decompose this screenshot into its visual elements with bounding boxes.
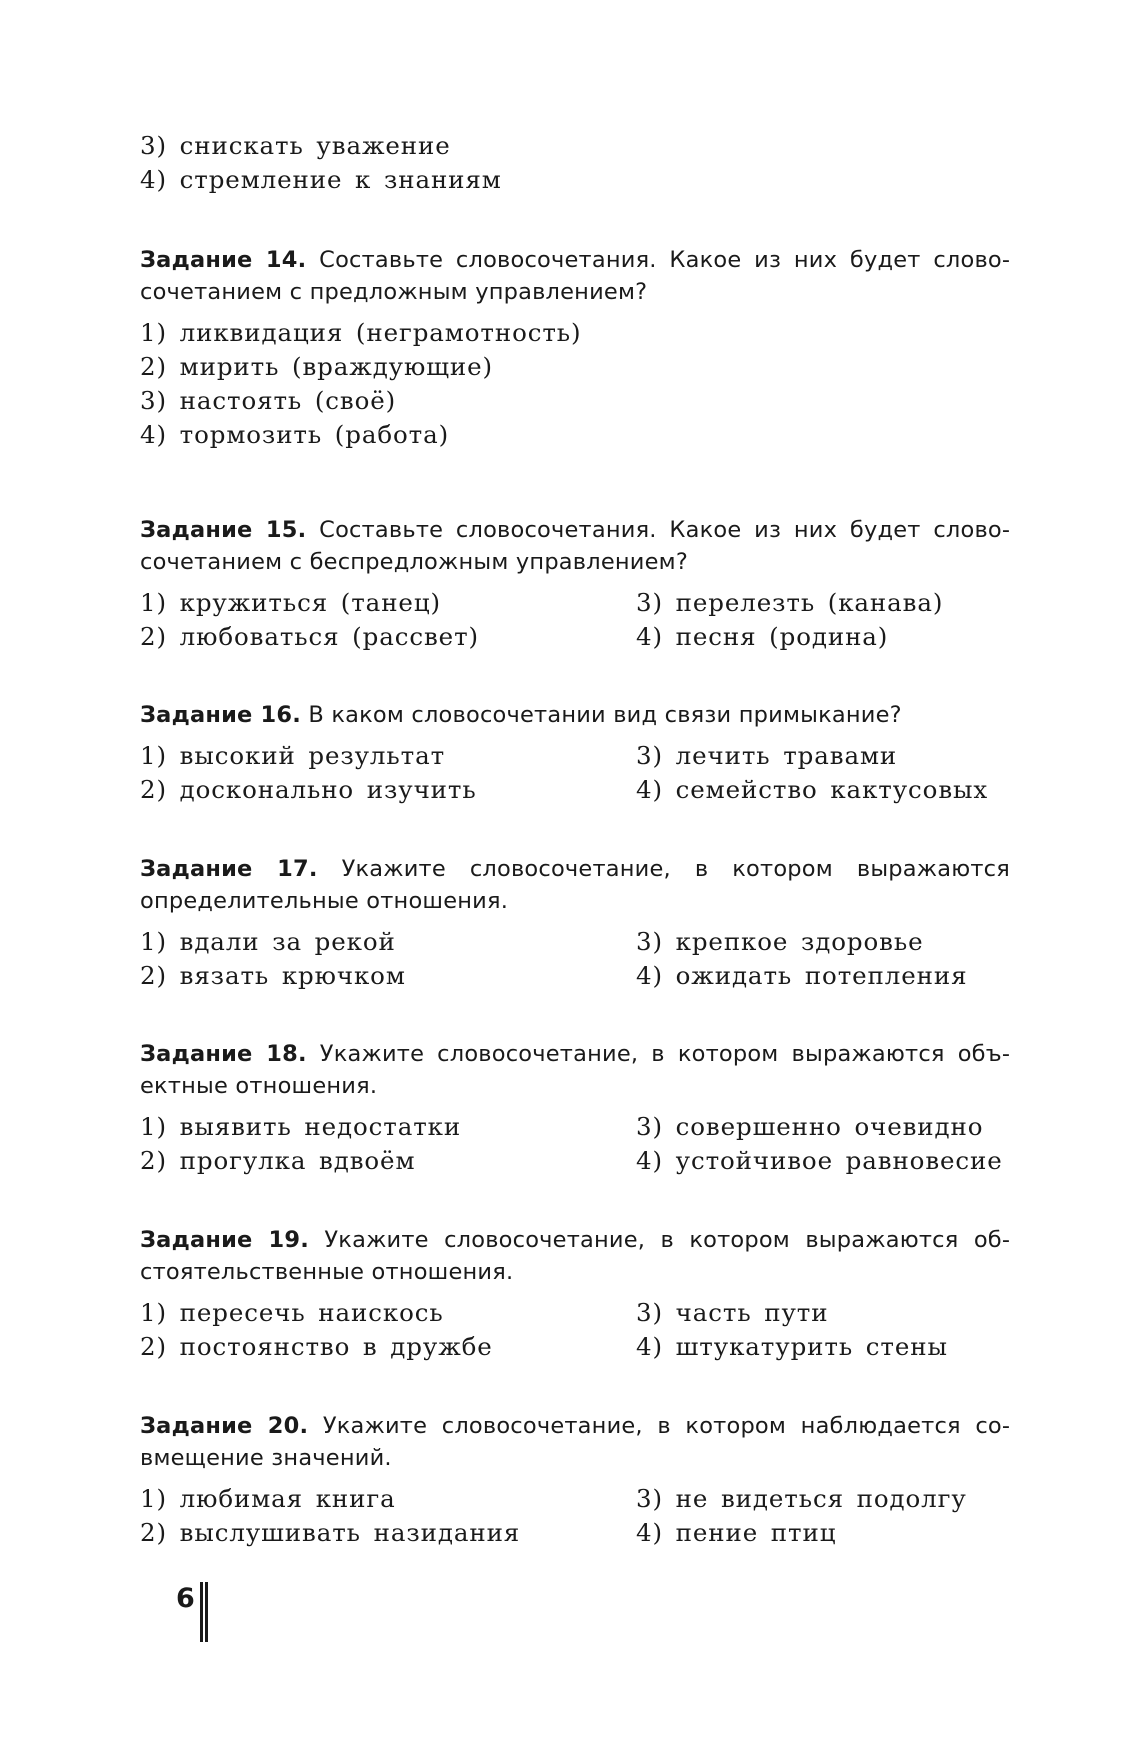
- intro-options: [140, 129, 1010, 197]
- task-heading: [140, 244, 1010, 308]
- option: 2) мирить (враждующие): [140, 352, 493, 381]
- option: 4) пение птиц: [636, 1518, 837, 1547]
- option: 1) любимая книга: [140, 1484, 396, 1513]
- option: 2) досконально изучить: [140, 775, 477, 804]
- task-16: [140, 699, 1010, 807]
- option: 3) настоять (своё): [140, 386, 397, 415]
- option: 3) часть пути: [636, 1298, 829, 1327]
- task-heading: [140, 699, 1010, 731]
- option: 1) кружиться (танец): [140, 588, 441, 617]
- option: 3) совершенно очевидно: [636, 1112, 984, 1141]
- task-options: [140, 1110, 1010, 1178]
- task-text: В каком словосочетании вид связи примыкание?: [308, 702, 902, 728]
- page-number-bars: [200, 1582, 209, 1642]
- option: 1) пересечь наискось: [140, 1298, 444, 1327]
- option: 4) ожидать потепления: [636, 961, 968, 990]
- task-text: Укажите словосочетание, в котором выражаются обстоятельственные отношения.: [140, 1227, 1010, 1285]
- task-label: Задание 19.: [140, 1227, 310, 1253]
- option: 4) семейство кактусовых: [636, 775, 989, 804]
- task-19: [140, 1224, 1010, 1364]
- task-text: Составьте словосочетания. Какое из них будет словосочетанием с предложным управлением?: [140, 247, 1010, 305]
- option: 2) постоянство в дружбе: [140, 1332, 493, 1361]
- option: 2) вязать крючком: [140, 961, 406, 990]
- option: 3) не видеться подолгу: [636, 1484, 967, 1513]
- task-heading: [140, 514, 1010, 578]
- option: 4) стремление к знаниям: [140, 165, 502, 194]
- task-options: [140, 1296, 1010, 1364]
- option: 4) песня (родина): [636, 622, 889, 651]
- task-heading: [140, 853, 1010, 917]
- task-heading: [140, 1410, 1010, 1474]
- task-heading: [140, 1038, 1010, 1102]
- task-18: [140, 1038, 1010, 1178]
- page-number: 6: [176, 1583, 195, 1614]
- option: 3) перелезть (канава): [636, 588, 944, 617]
- task-options: [140, 1482, 1010, 1550]
- task-text: Составьте словосочетания. Какое из них будет словосочетанием с беспредложным управлением?: [140, 517, 1010, 575]
- task-options: [140, 925, 1010, 993]
- task-text: Укажите словосочетание, в котором выражаются определительные отношения.: [140, 856, 1010, 914]
- option: 3) лечить травами: [636, 741, 898, 770]
- task-14: [140, 244, 1010, 452]
- task-label: Задание 20.: [140, 1413, 309, 1439]
- option: 1) вдали за рекой: [140, 927, 396, 956]
- option: 3) крепкое здоровье: [636, 927, 924, 956]
- task-17: [140, 853, 1010, 993]
- option: 1) ликвидация (неграмотность): [140, 318, 582, 347]
- option: 2) прогулка вдвоём: [140, 1146, 416, 1175]
- task-15: [140, 514, 1010, 654]
- task-20: [140, 1410, 1010, 1550]
- task-label: Задание 15.: [140, 517, 307, 543]
- task-text: Укажите словосочетание, в котором выражаются объектные отношения.: [140, 1041, 1010, 1099]
- task-text: Укажите словосочетание, в котором наблюдается совмещение значений.: [140, 1413, 1010, 1471]
- bar-decoration: [205, 1582, 208, 1642]
- task-label: Задание 14.: [140, 247, 307, 273]
- option: 2) выслушивать назидания: [140, 1518, 521, 1547]
- task-heading: [140, 1224, 1010, 1288]
- option: 4) штукатурить стены: [636, 1332, 948, 1361]
- option: 1) высокий результат: [140, 741, 446, 770]
- task-options: [140, 739, 1010, 807]
- task-options: [140, 586, 1010, 654]
- option: 4) тормозить (работа): [140, 420, 450, 449]
- task-options: [140, 316, 1010, 452]
- option: 3) снискать уважение: [140, 131, 451, 160]
- task-label: Задание 18.: [140, 1041, 307, 1067]
- option: 2) любоваться (рассвет): [140, 622, 479, 651]
- option: 1) выявить недостатки: [140, 1112, 462, 1141]
- task-label: Задание 17.: [140, 856, 318, 882]
- option: 4) устойчивое равновесие: [636, 1146, 1003, 1175]
- bar-decoration: [200, 1582, 203, 1642]
- task-label: Задание 16.: [140, 702, 301, 728]
